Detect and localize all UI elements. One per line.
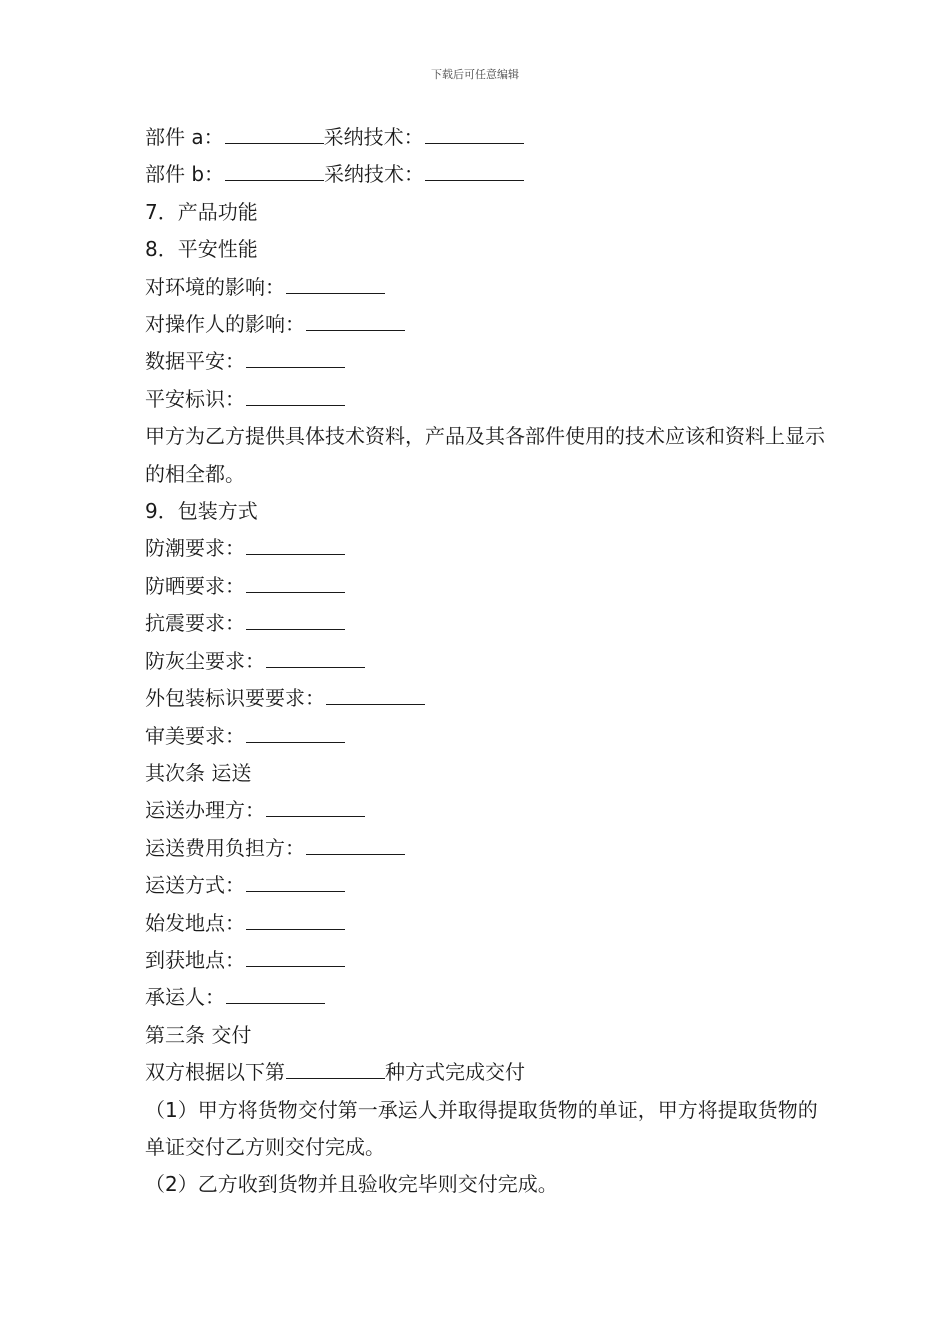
- operator-impact-blank: [306, 329, 405, 331]
- section-product-function: 7．产品功能: [145, 199, 258, 224]
- transport-handler-line: [145, 792, 825, 829]
- shock-line: [145, 605, 825, 642]
- component-a-label: 部件 a：: [145, 125, 224, 149]
- component-a-blank: [225, 142, 324, 144]
- destination-blank: [246, 965, 345, 967]
- transport-method-line: [145, 867, 825, 904]
- aesthetic-blank: [246, 741, 345, 743]
- component-b-tech-blank: [425, 179, 524, 181]
- article-transport-heading: 其次条 运送: [145, 760, 252, 785]
- operator-impact-label: 对操作人的影响：: [145, 312, 305, 337]
- transport-cost-label: 运送费用负担方：: [145, 835, 305, 860]
- moisture-label: 防潮要求：: [145, 536, 245, 561]
- sun-line: [145, 568, 825, 605]
- sun-blank: [246, 591, 345, 593]
- section-packaging: 9．包装方式: [145, 499, 258, 524]
- delivery-option-1: （1）甲方将货物交付第一承运人并取得提取货物的单证，甲方将提取货物的单证交付乙方则交付完成。: [145, 1097, 818, 1159]
- origin-label: 始发地点：: [145, 910, 245, 935]
- aesthetic-line: [145, 718, 825, 755]
- delivery-option-2: （2）乙方收到货物并且验收完毕则交付完成。: [145, 1172, 558, 1197]
- component-b-label: 部件 b：: [145, 162, 225, 187]
- transport-cost-line: [145, 830, 825, 867]
- tech-docs-paragraph: 甲方为乙方提供具体技术资料，产品及其各部件使用的技术应该和资料上显示的相全都。: [145, 424, 825, 486]
- transport-cost-blank: [306, 853, 405, 855]
- sun-label: 防晒要求：: [145, 573, 245, 598]
- delivery-method-blank: [286, 1077, 385, 1079]
- origin-line: [145, 905, 825, 942]
- environment-impact-line: [145, 269, 825, 306]
- component-b-line: [145, 156, 825, 193]
- dust-label: 防灰尘要求：: [145, 648, 265, 673]
- delivery-method-line: [145, 1054, 825, 1091]
- safety-mark-blank: [246, 404, 345, 406]
- article-delivery-heading: 第三条 交付: [145, 1022, 252, 1047]
- destination-line: [145, 942, 825, 979]
- carrier-label: 承运人：: [145, 985, 225, 1010]
- component-b-blank: [225, 179, 324, 181]
- operator-impact-line: [145, 306, 825, 343]
- component-a-line: [145, 119, 825, 156]
- data-safety-label: 数据平安：: [145, 349, 245, 374]
- transport-method-blank: [246, 890, 345, 892]
- dust-line: [145, 643, 825, 680]
- moisture-line: [145, 530, 825, 567]
- transport-handler-blank: [266, 815, 365, 817]
- data-safety-blank: [246, 366, 345, 368]
- destination-label: 到获地点：: [145, 947, 245, 972]
- environment-impact-label: 对环境的影响：: [145, 274, 285, 299]
- shock-blank: [246, 628, 345, 630]
- origin-blank: [246, 928, 345, 930]
- component-b-tech-label: 采纳技术：: [324, 162, 425, 187]
- dust-blank: [266, 666, 365, 668]
- transport-handler-label: 运送办理方：: [145, 798, 265, 823]
- safety-mark-label: 平安标识：: [145, 386, 245, 411]
- data-safety-line: [145, 343, 825, 380]
- page-header: 下载后可任意编辑: [431, 68, 519, 81]
- outer-label-label: 外包装标识要要求：: [145, 686, 325, 711]
- delivery-method-suffix: 种方式完成交付: [385, 1060, 525, 1085]
- moisture-blank: [246, 553, 345, 555]
- shock-label: 抗震要求：: [145, 611, 245, 636]
- outer-label-line: [145, 680, 825, 717]
- outer-label-blank: [326, 703, 425, 705]
- section-safety-performance: 8．平安性能: [145, 237, 258, 262]
- component-a-tech-label: 采纳技术：: [323, 125, 424, 149]
- aesthetic-label: 审美要求：: [145, 723, 245, 748]
- carrier-line: [145, 979, 825, 1016]
- document-body: [145, 119, 825, 1204]
- carrier-blank: [226, 1002, 325, 1004]
- transport-method-label: 运送方式：: [145, 873, 245, 898]
- delivery-method-prefix: 双方根据以下第: [145, 1060, 285, 1085]
- component-a-tech-blank: [425, 142, 524, 144]
- safety-mark-line: [145, 381, 825, 418]
- environment-impact-blank: [286, 292, 385, 294]
